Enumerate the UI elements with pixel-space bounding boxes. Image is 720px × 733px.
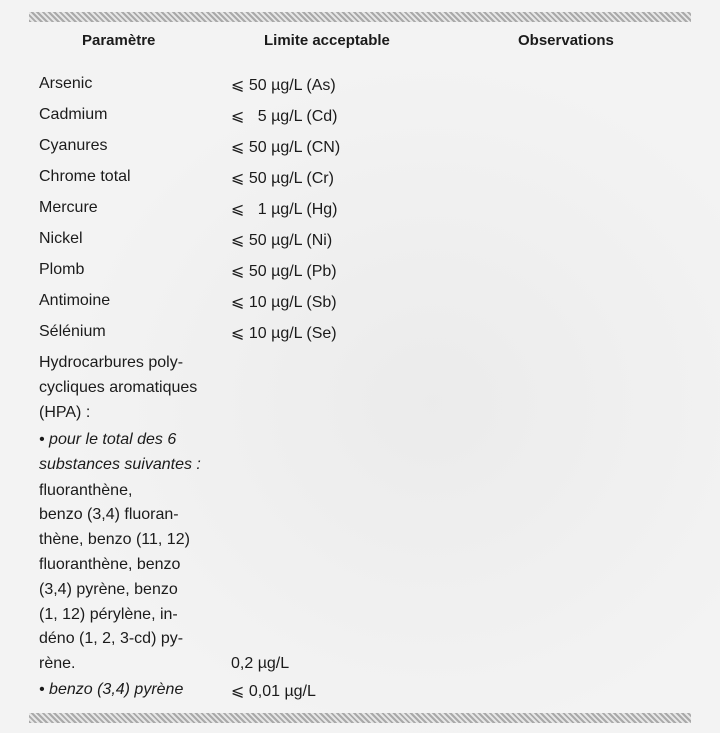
hpa-substance-line: benzo (3,4) fluoran- [39, 506, 179, 523]
parameter-cell: Chrome total [39, 168, 131, 185]
top-rule [29, 12, 691, 22]
parameter-cell: Plomb [39, 261, 85, 278]
benzo-pyrene-label: • benzo (3,4) pyrène [39, 681, 184, 698]
table-row [39, 137, 679, 163]
limit-cell: ⩽ 50 µg/L (Pb) [231, 263, 337, 280]
parameter-cell: Antimoine [39, 292, 111, 309]
hpa-total-limit: 0,2 µg/L [231, 655, 290, 672]
limit-cell: ⩽ 10 µg/L (Sb) [231, 294, 337, 311]
benzo-pyrene-limit: ⩽ 0,01 µg/L [231, 683, 316, 700]
parameter-cell: Arsenic [39, 75, 93, 92]
hpa-substance-line: thène, benzo (11, 12) [39, 531, 190, 548]
table-row [39, 75, 679, 101]
hpa-total-line: substances suivantes : [39, 456, 201, 473]
header-observations: Observations [518, 32, 614, 49]
table-row [39, 261, 679, 287]
hpa-title-line: (HPA) : [39, 404, 91, 421]
limit-cell: ⩽ 50 µg/L (CN) [231, 139, 341, 156]
header-parameter: Paramètre [82, 32, 156, 49]
header-limit: Limite acceptable [264, 32, 390, 49]
parameter-cell: Nickel [39, 230, 83, 247]
limit-cell: ⩽ 50 µg/L (Cr) [231, 170, 334, 187]
table-row [39, 106, 679, 132]
table-row [39, 230, 679, 256]
hpa-total-line: • pour le total des 6 [39, 431, 177, 448]
parameter-cell: Cadmium [39, 106, 108, 123]
parameter-cell: Sélénium [39, 323, 106, 340]
parameter-cell: Mercure [39, 199, 98, 216]
table-row [39, 168, 679, 194]
limit-cell: ⩽ 5 µg/L (Cd) [231, 108, 338, 125]
hpa-substance-line: déno (1, 2, 3-cd) py- [39, 630, 184, 647]
limit-cell: ⩽ 1 µg/L (Hg) [231, 201, 338, 218]
hpa-title-line: Hydrocarbures poly- [39, 354, 184, 371]
hpa-title-line: cycliques aromatiques [39, 379, 198, 396]
table-row [39, 323, 679, 349]
limit-cell: ⩽ 50 µg/L (Ni) [231, 232, 333, 249]
limit-cell: ⩽ 50 µg/L (As) [231, 77, 336, 94]
parameter-cell: Cyanures [39, 137, 108, 154]
bottom-rule [29, 713, 691, 723]
limit-cell: ⩽ 10 µg/L (Se) [231, 325, 337, 342]
hpa-substance-line: fluoranthène, [39, 482, 133, 499]
hpa-substance-line: rène. [39, 655, 76, 672]
hpa-substance-line: (1, 12) pérylène, in- [39, 606, 178, 623]
hpa-substance-line: fluoranthène, benzo [39, 556, 181, 573]
hpa-substance-line: (3,4) pyrène, benzo [39, 581, 178, 598]
table-row [39, 292, 679, 318]
table-row [39, 199, 679, 225]
